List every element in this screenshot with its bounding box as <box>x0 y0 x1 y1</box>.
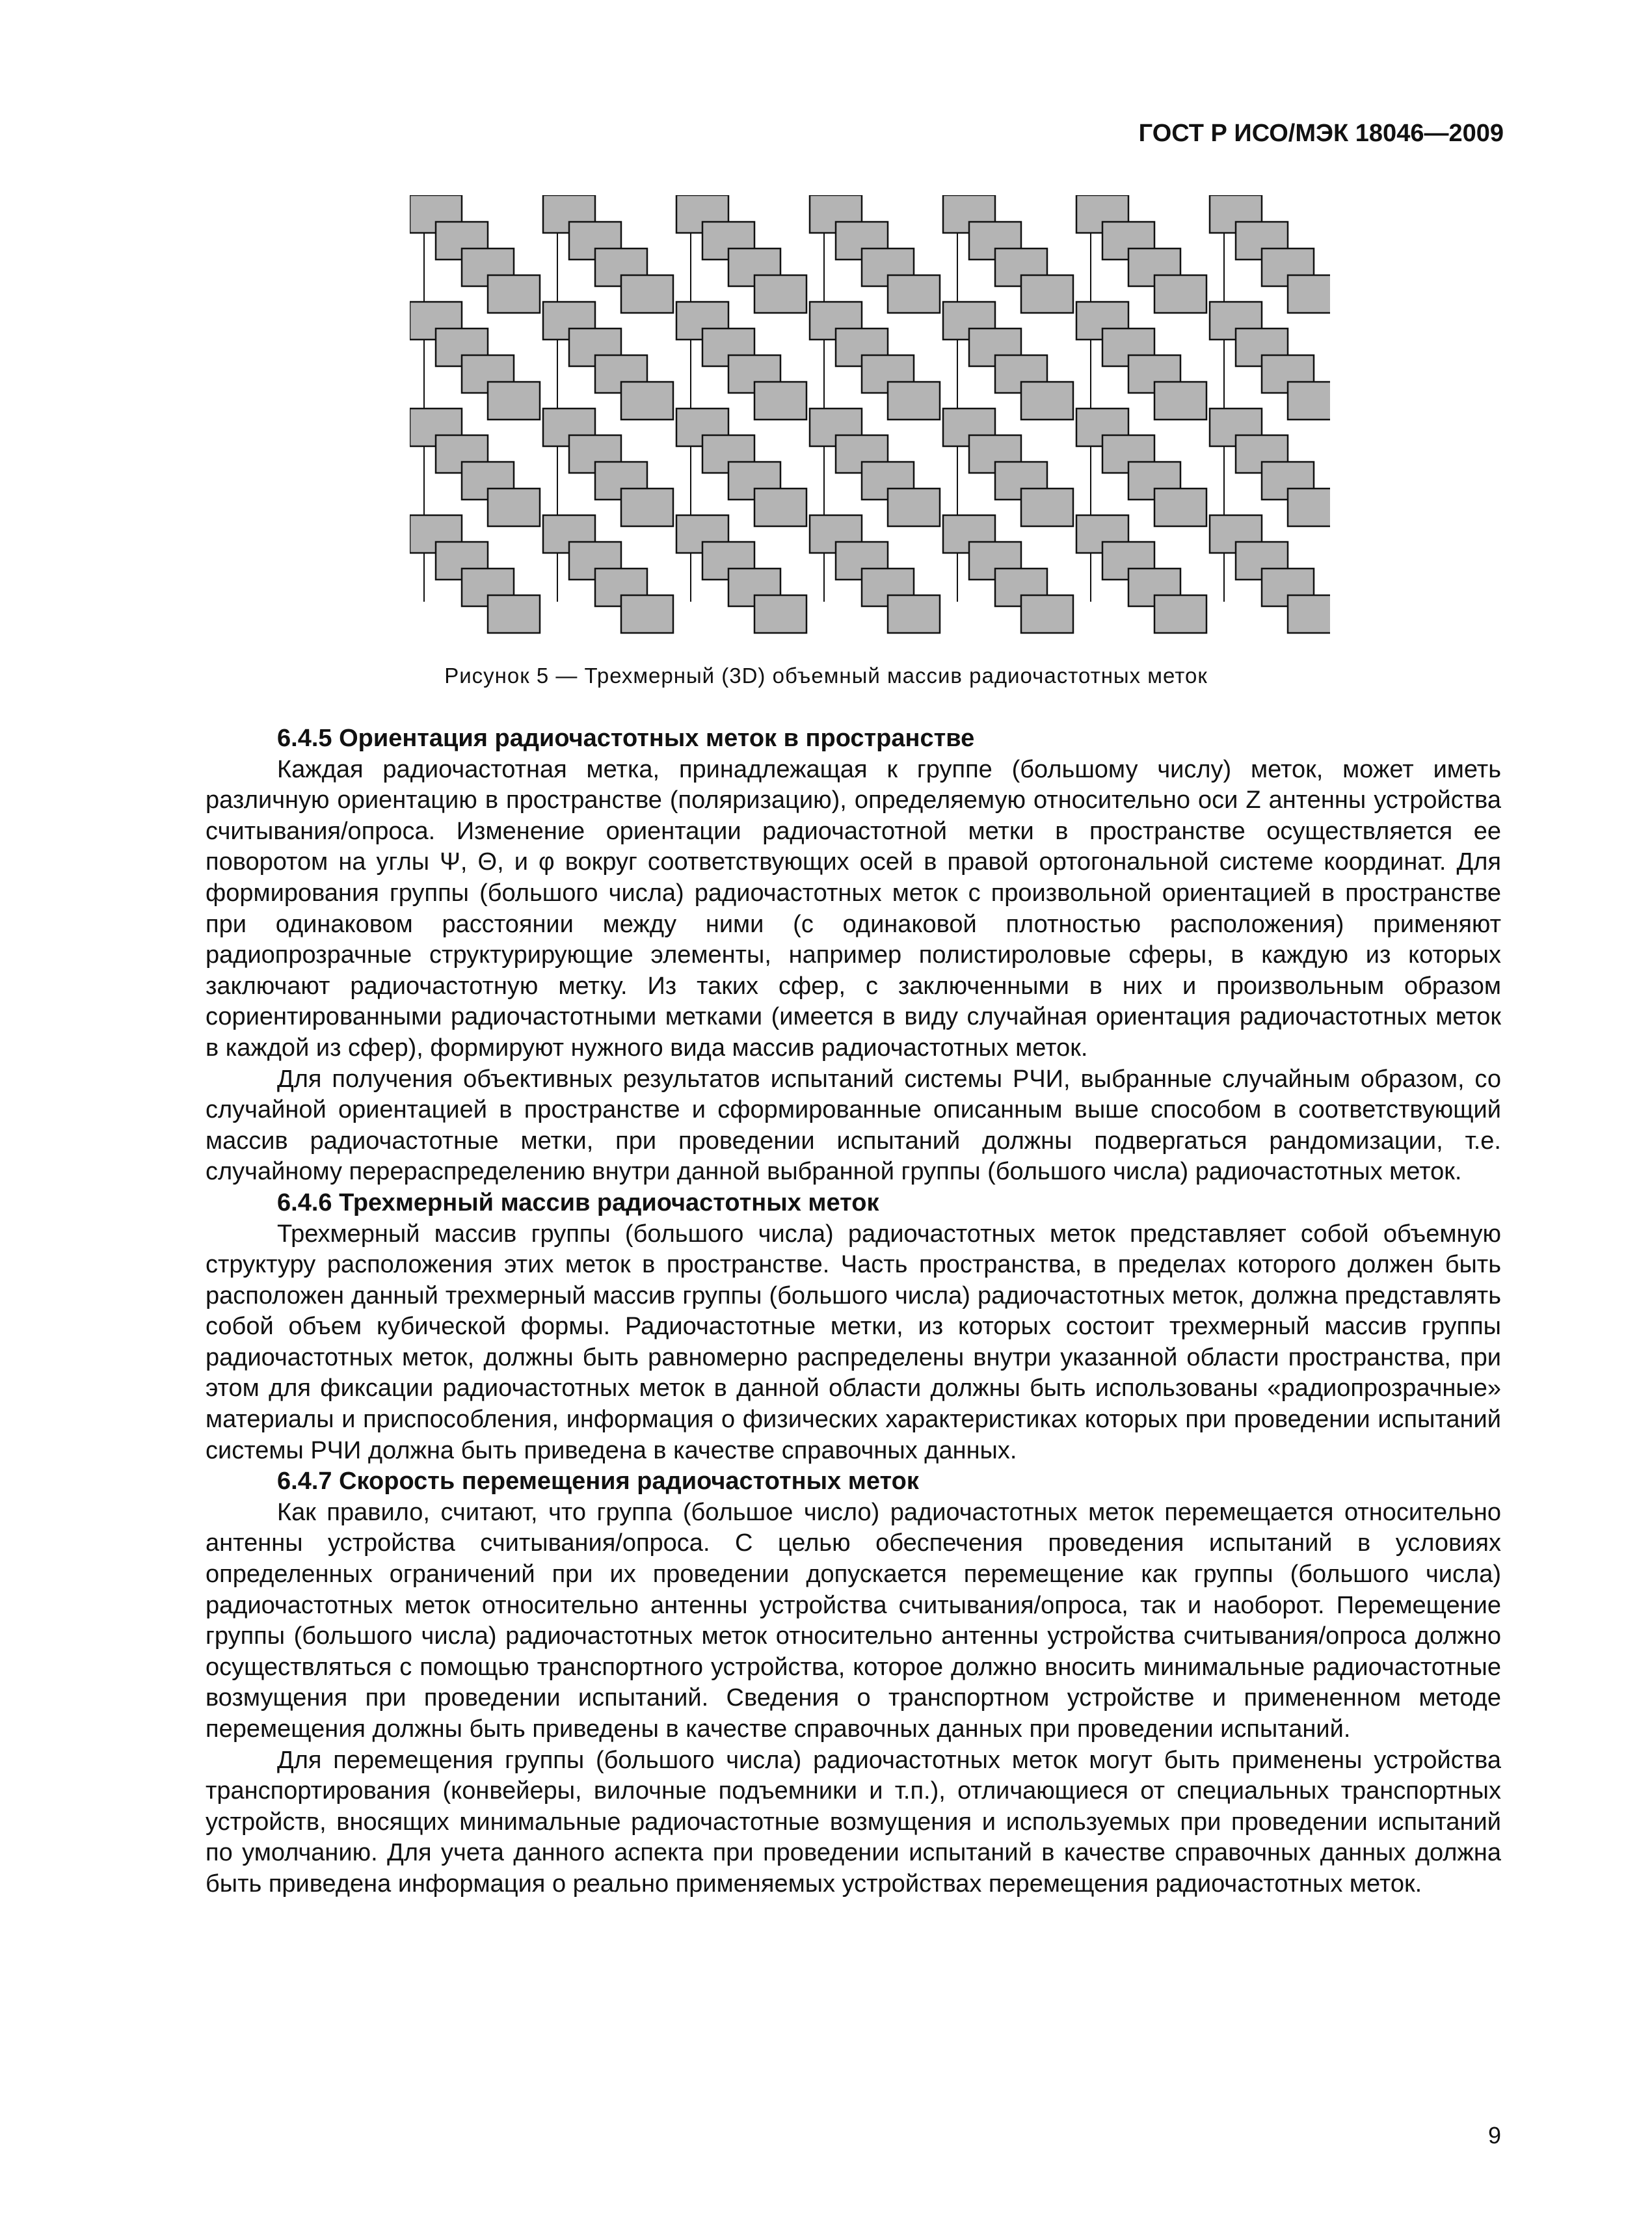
section-heading-6-4-6: 6.4.6 Трехмерный массив радиочастотных меток <box>277 1188 879 1216</box>
rfid-tag-shape <box>621 489 673 526</box>
tag-array-figure <box>410 195 1330 638</box>
paragraph: Трехмерный массив группы (большого числа) радиочастотных меток представляет собой объемную структуру расположения этих меток в пространстве. Часть пространства, в пределах которого должен быть расположен данный трехмерный массив группы (большого числа) радиочастотных меток, должна представлять собой объем кубической формы. Радиочастотные метки, из которых состоит трехмерный массив группы радиочастотных меток, должны быть равномерно распределены внутри указанной области пространства, при этом для фиксации радиочастотных меток в данной области должны быть использованы «радиопрозрачные» материалы и приспособления, информация о физических характеристиках которых при проведении испытаний системы РЧИ должна быть приведена в качестве справочных данных. <box>206 1220 1501 1464</box>
paragraph: Каждая радиочастотная метка, принадлежащая к группе (большому числу) меток, может иметь различную ориентацию в пространстве (поляризацию), определяемую относительно оси Z антенны устройства считывания/опроса. Изменение ориентации радиочастотной метки в пространстве осуществляется ее поворотом на углы Ψ, Θ, и φ вокруг соответствующих осей в правой ортогональной системе координат. Для формирования группы (большого числа) радиочастотных меток с произвольной ориентацией в пространстве при одинаковом расстоянии между ними (с одинаковой плотностью расположения) применяют радиопрозрачные структурирующие элементы, например полистироловые сферы, в каждую из которых заключают радиочастотную метку. Из таких сфер, с заключенными в них и произвольным образом сориентированными радиочастотными метками (имеется в виду случайная ориентация радиочастотных меток в каждой из сфер), формируют нужного вида массив радиочастотных меток. <box>206 755 1501 1062</box>
rfid-tag-shape <box>1154 275 1206 313</box>
document-header: ГОСТ Р ИСО/МЭК 18046—2009 <box>1138 120 1504 147</box>
paragraph: Для перемещения группы (большого числа) радиочастотных меток могут быть применены устройства транспортирования (конвейеры, вилочные подъемники и т.п.), отличающиеся от специальных транспортных устройств, вносящих минимальные радиочастотные возмущения и используемых при проведении испытаний по умолчанию. Для учета данного аспекта при проведении испытаний в качестве справочных данных должна быть приведена информация о реально применяемых устройствах перемещения радиочастотных меток. <box>206 1746 1501 1898</box>
paragraph: Для получения объективных результатов испытаний системы РЧИ, выбранные случайным образом, со случайной ориентацией в пространстве и сформированные описанным выше способом в соответствующий массив радиочастотные метки, при проведении испытаний должны подвергаться рандомизации, т.е. случайному перераспределению внутри данной выбранной группы (большого числа) радиочастотных меток. <box>206 1065 1501 1186</box>
rfid-tag-shape <box>488 275 540 313</box>
rfid-tag-shape <box>488 382 540 420</box>
rfid-tag-shape <box>1021 489 1073 526</box>
rfid-tag-shape <box>1154 489 1206 526</box>
rfid-tag-shape <box>1154 595 1206 633</box>
section-heading-6-4-7: 6.4.7 Скорость перемещения радиочастотных меток <box>277 1468 919 1496</box>
rfid-tag-shape <box>888 595 940 633</box>
document-body <box>206 723 1501 1900</box>
rfid-tag-shape <box>754 275 806 313</box>
rfid-tag-shape <box>888 275 940 313</box>
rfid-tag-shape <box>1021 275 1073 313</box>
rfid-tag-shape <box>754 595 806 633</box>
rfid-tag-shape <box>1021 382 1073 420</box>
rfid-tag-shape <box>1021 595 1073 633</box>
rfid-tag-shape <box>1288 595 1330 633</box>
rfid-tag-shape <box>754 489 806 526</box>
rfid-tag-shape <box>1154 382 1206 420</box>
rfid-tag-shape <box>621 275 673 313</box>
rfid-tag-shape <box>888 382 940 420</box>
rfid-tag-shape <box>488 489 540 526</box>
rfid-tag-shape <box>1288 489 1330 526</box>
rfid-tag-shape <box>488 595 540 633</box>
rfid-tag-shape <box>1288 275 1330 313</box>
section-heading-6-4-5: 6.4.5 Ориентация радиочастотных меток в пространстве <box>277 725 975 752</box>
rfid-tag-shape <box>1288 382 1330 420</box>
rfid-tag-shape <box>888 489 940 526</box>
rfid-tag-shape <box>621 595 673 633</box>
page-number: 9 <box>1487 2122 1501 2149</box>
figure-caption: Рисунок 5 — Трехмерный (3D) объемный массив радиочастотных меток <box>444 664 1208 688</box>
rfid-tag-shape <box>754 382 806 420</box>
paragraph: Как правило, считают, что группа (большое число) радиочастотных меток перемещается относительно антенны устройства считывания/опроса. С целью обеспечения проведения испытаний в условиях определенных ограничений при их проведении допускается перемещение как группы (большого числа) радиочастотных меток относительно антенны устройства считывания/опроса, так и наоборот. Перемещение группы (большого числа) радиочастотных меток относительно антенны устройства считывания/опроса должно осуществляться с помощью транспортного устройства, которое должно вносить минимальные радиочастотные возмущения при проведении испытаний. Сведения о транспортном устройстве и примененном методе перемещения должны быть приведены в качестве справочных данных при проведении испытаний. <box>206 1498 1501 1743</box>
rfid-tag-shape <box>621 382 673 420</box>
